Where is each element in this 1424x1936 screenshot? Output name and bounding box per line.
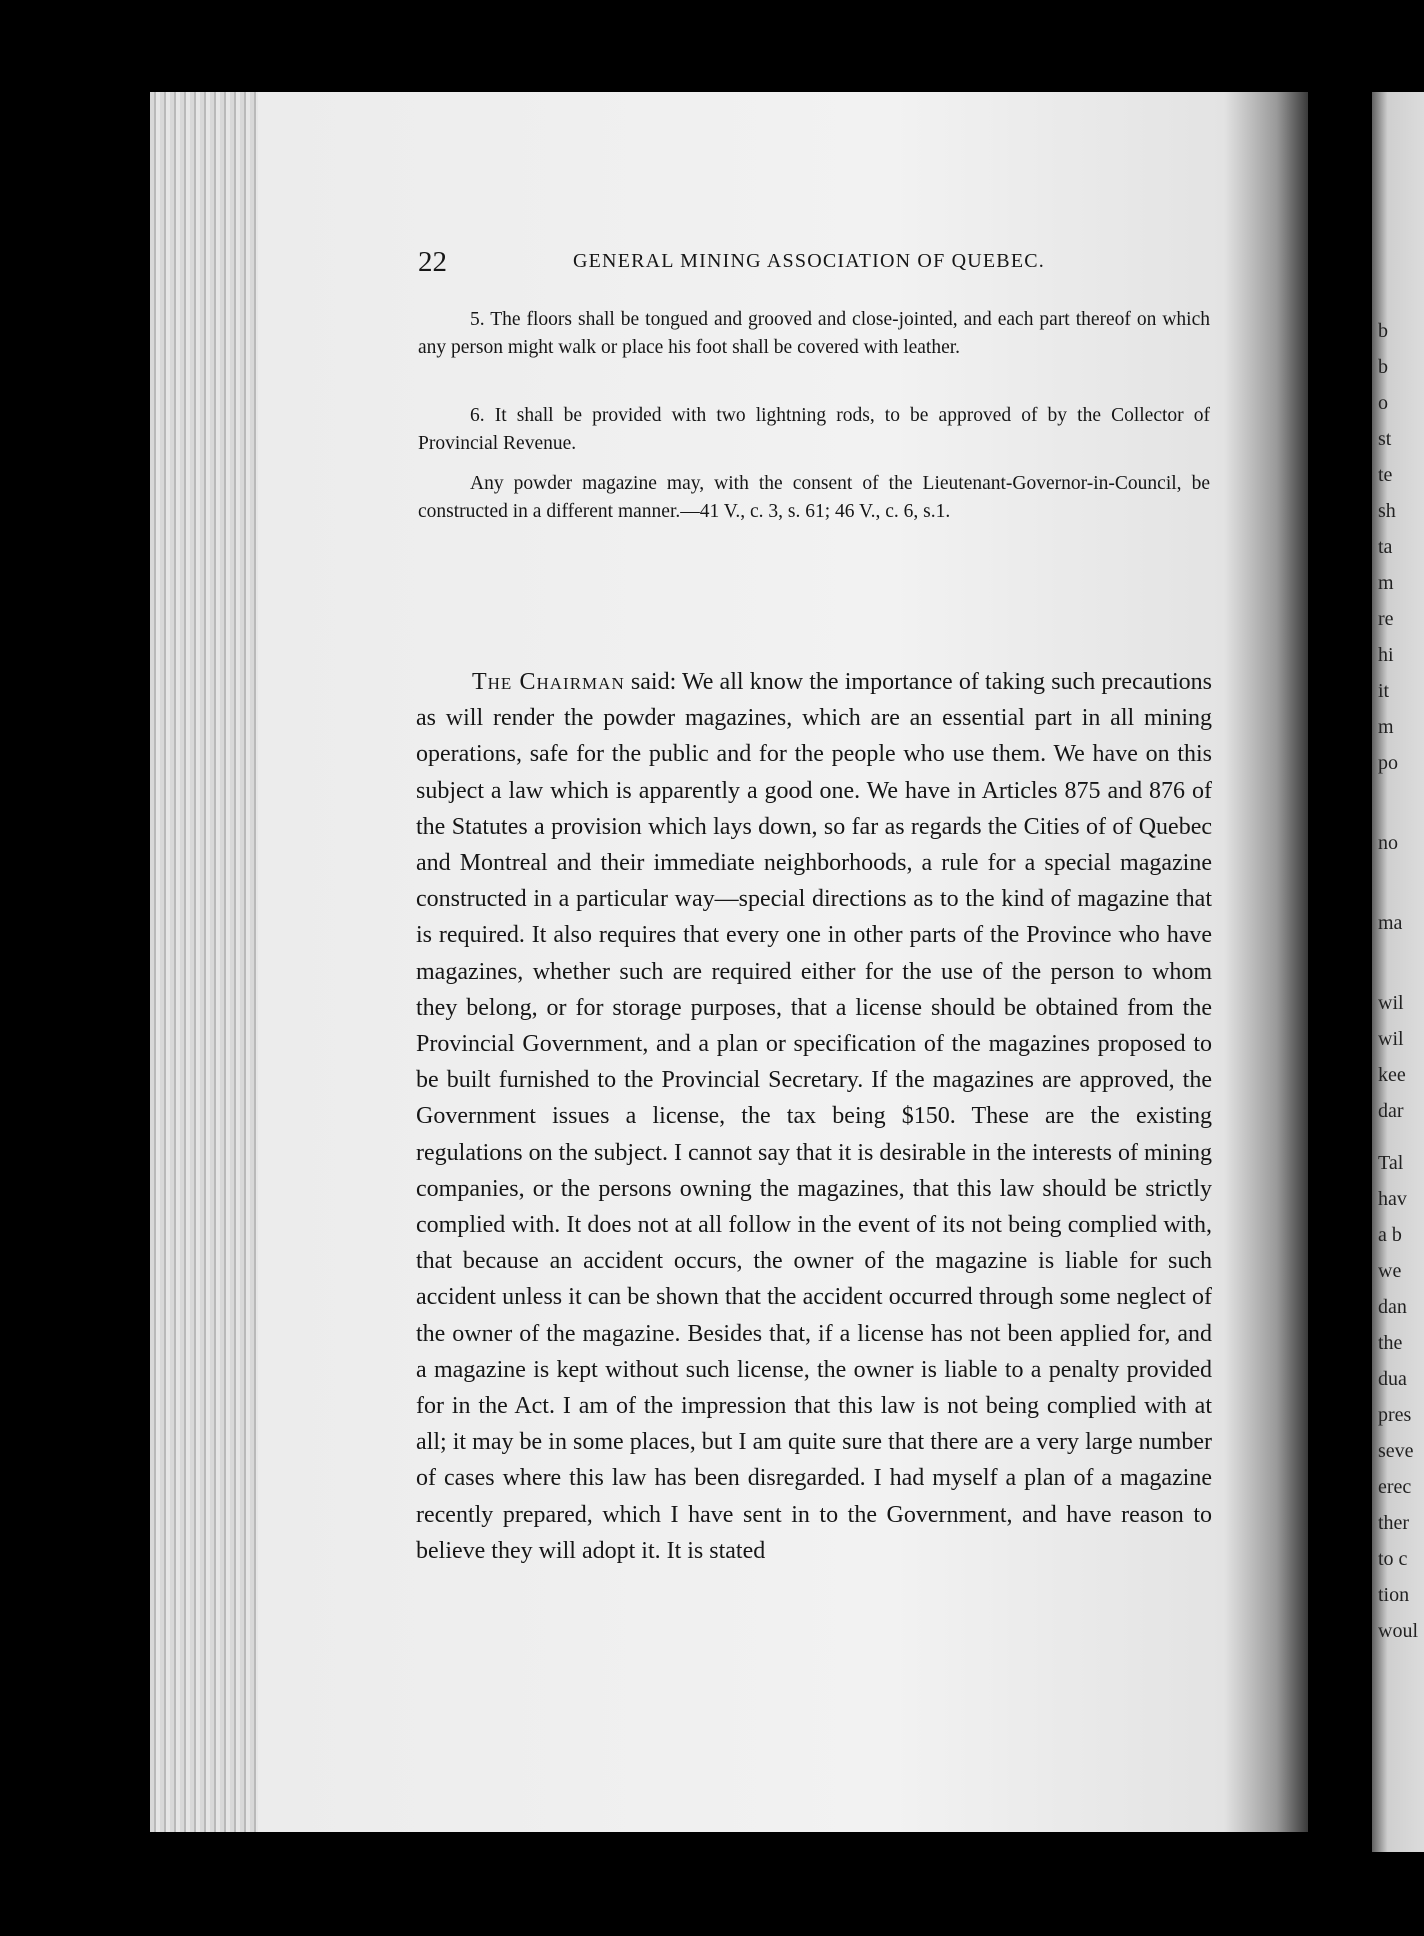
facing-page-fragment: seve [1378, 1440, 1414, 1462]
speaker-name: The Chairman [472, 669, 625, 695]
facing-page-fragment: pres [1378, 1404, 1412, 1426]
facing-page-fragment: st [1378, 428, 1392, 450]
facing-page-fragment: ta [1378, 536, 1393, 558]
facing-page-fragment: woul [1378, 1620, 1418, 1642]
facing-page-fragment: tion [1378, 1584, 1410, 1606]
facing-page-fragment: m [1378, 716, 1394, 738]
facing-page-fragment: b [1378, 320, 1388, 342]
book-page-edges [150, 92, 260, 1832]
facing-page-fragment: kee [1378, 1064, 1406, 1086]
facing-page-fragment: hi [1378, 644, 1394, 666]
facing-page-fragment: wil [1378, 1028, 1404, 1050]
facing-page-fragment: b [1378, 356, 1388, 378]
facing-page-fragment: ther [1378, 1512, 1410, 1534]
facing-page-fragment: sh [1378, 500, 1396, 522]
statute-item-5: 5. The floors shall be tongued and grooved and close-jointed, and each part thereof on which any person might walk or place his foot shall be covered with leather. [418, 309, 1210, 358]
book-page [258, 92, 1308, 1832]
facing-page-fragment: erec [1378, 1476, 1412, 1498]
running-head [418, 246, 1328, 286]
facing-page-fragment: to c [1378, 1548, 1408, 1570]
facing-page-fragment: we [1378, 1260, 1402, 1282]
facing-page-fragment: hav [1378, 1188, 1407, 1210]
statute-item-6: 6. It shall be provided with two lightning rods, to be approved of by the Collector of Provincial Revenue. [418, 405, 1210, 454]
facing-page-fragment: wil [1378, 992, 1404, 1014]
facing-page-fragment: a b [1378, 1224, 1402, 1246]
speaker-said: said: [624, 669, 677, 695]
facing-page-fragment: re [1378, 608, 1394, 630]
facing-page-fragment: it [1378, 680, 1390, 702]
facing-page-fragment: dua [1378, 1368, 1407, 1390]
facing-page-fragment: ma [1378, 912, 1403, 934]
facing-page-edge [1372, 92, 1424, 1852]
facing-page-fragment: no [1378, 832, 1398, 854]
chairman-speech [416, 664, 1212, 1569]
facing-page-fragment: dan [1378, 1296, 1407, 1318]
running-title: GENERAL MINING ASSOCIATION OF QUEBEC. [573, 250, 1045, 272]
facing-page-fragment: the [1378, 1332, 1403, 1354]
statute-proviso: Any powder magazine may, with the consent of the Lieutenant-Governor-in-Council, be constructed in a different manner.—41 V., c. 3, s. 61; 46 V., c. 6, s.1. [418, 473, 1210, 522]
facing-page-fragment: m [1378, 572, 1394, 594]
facing-page-fragment: o [1378, 392, 1388, 414]
facing-page-fragment: te [1378, 464, 1393, 486]
facing-page-fragment: dar [1378, 1100, 1404, 1122]
speech-text: We all know the importance of taking such precautions as will render the powder magazines, which are an essential part in all mining operations, safe for the public and for the people who use them. We have on this subject a law which is apparently a good one. We have in Articles 875 and 876 of the Statutes a provision which lays down, so far as regards the Cities of of Quebec and Montreal and their immediate neighborhoods, a rule for a special magazine constructed in a particular way—special directions as to the kind of magazine that is required. It also requires that every one in other parts of the Province who have magazines, whether such are required either for the use of the person to whom they belong, or for storage purposes, that a license should be obtained from the Provincial Government, and a plan or specification of the magazines proposed to be built furnished to the Provincial Secretary. If the magazines are approved, the Government issues a license, the tax being $150. These are the existing regulations on the subject. I cannot say that it is desirable in the interests of mining companies, or the persons owning the magazines, that this law should be strictly complied with. It does not at all follow in the event of its not being complied with, that because an accident occurs, the owner of the magazine is liable for such accident unless it can be shown that the accident occurred through some neglect of the owner of the magazine. Besides that, if a license has not been applied for, and a magazine is kept without such license, the owner is liable to a penalty provided for in the Act. I am of the impression that this law is not being complied with at all; it may be in some places, but I am quite sure that there are a very large number of cases where this law has been disregarded. I had myself a plan of a magazine recently prepared, which I have sent in to the Government, and have reason to believe they will adopt it. It is stated [416, 669, 1213, 1564]
facing-page-fragment: Tal [1378, 1152, 1404, 1174]
facing-page-fragment: po [1378, 752, 1398, 774]
page-number: 22 [418, 246, 447, 278]
